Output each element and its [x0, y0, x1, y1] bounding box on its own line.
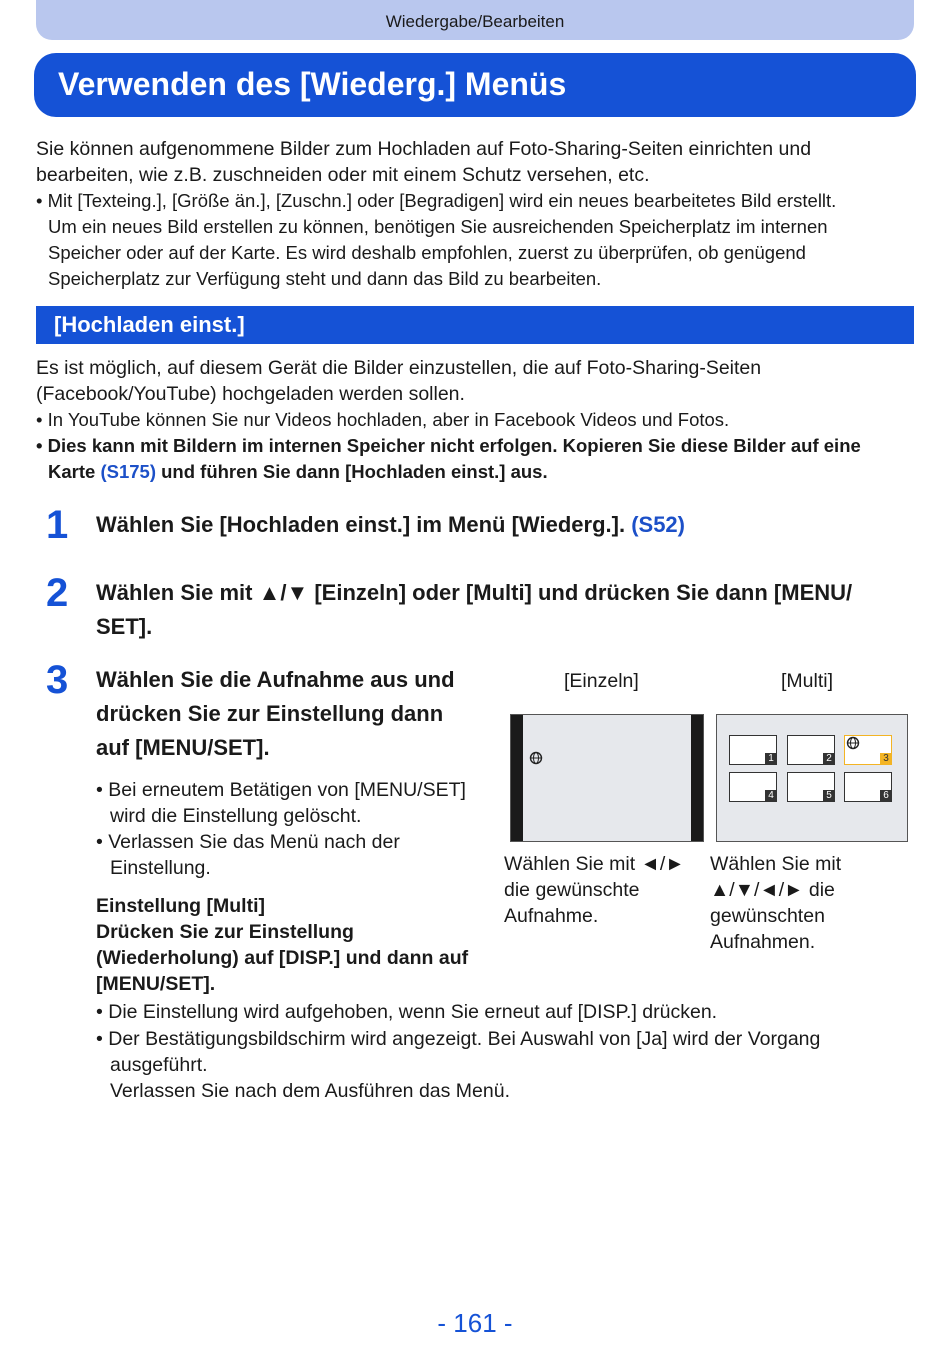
multi-setting-line-4: [MENU/SET].: [96, 973, 216, 995]
upload-globe-icon: [529, 751, 543, 765]
multi-setting-bullet-2-line-1: • Der Bestätigungsbildschirm wird angezeigt. Bei Auswahl von [Ja] wird der Vorgang: [96, 1028, 821, 1050]
intro-bullet-line-1: • Mit [Texteing.], [Größe än.], [Zuschn.] oder [Begradigen] wird ein neues bearbeitetes Bild erstellt.: [36, 190, 837, 211]
thumbnail-number: 2: [823, 753, 835, 765]
section-tab-header: [36, 0, 914, 40]
step-2-line-2: SET].: [96, 614, 153, 639]
step-2-number: 2: [46, 571, 69, 615]
intro-bullet-line-3: Speicher oder auf der Karte. Es wird deshalb empfohlen, zuerst zu überprüfen, ob genügend: [48, 242, 806, 263]
section-bullet-2-text-b: und führen Sie dann [Hochladen einst.] aus.: [155, 461, 548, 482]
multi-setting-heading: Einstellung [Multi]: [96, 895, 265, 917]
thumbnail-number: 6: [880, 790, 892, 802]
step-3-note-2-line-1: • Verlassen Sie das Menü nach der: [96, 831, 400, 853]
step-3-number: 3: [46, 658, 69, 702]
upload-globe-icon: [846, 736, 860, 750]
single-caption-line-1: Wählen Sie mit ◄/►: [504, 853, 685, 875]
step-3-line-3: auf [MENU/SET].: [96, 735, 270, 760]
section-line-1: Es ist möglich, auf diesem Gerät die Bilder einzustellen, die auf Foto-Sharing-Seiten: [36, 357, 762, 379]
multi-screen: [716, 714, 908, 842]
step-3-note-1-line-1: • Bei erneutem Betätigen von [MENU/SET]: [96, 779, 466, 801]
step-2-line-1: Wählen Sie mit ▲/▼ [Einzeln] oder [Multi] und drücken Sie dann [MENU/: [96, 580, 853, 605]
multi-caption-line-4: Aufnahmen.: [710, 931, 816, 953]
step-1-text: [96, 508, 685, 542]
step-3-line-2: drücken Sie zur Einstellung dann: [96, 701, 444, 726]
multi-setting-bullet-1: • Die Einstellung wird aufgehoben, wenn Sie erneut auf [DISP.] drücken.: [96, 1001, 718, 1023]
section-bullet-2-line-1: • Dies kann mit Bildern im internen Speicher nicht erfolgen. Kopieren Sie diese Bilder auf eine: [36, 435, 861, 456]
single-screen: [510, 714, 704, 842]
page-title: Verwenden des [Wiederg.] Menüs: [58, 66, 567, 102]
link-s175[interactable]: (S175): [100, 461, 156, 482]
thumbnail-1[interactable]: [729, 735, 777, 765]
section-title: [Hochladen einst.]: [54, 312, 245, 337]
step-3-line-1: Wählen Sie die Aufnahme aus und: [96, 667, 455, 692]
section-tab-label: Wiedergabe/Bearbeiten: [385, 12, 565, 31]
section-bullet-2-text-a: Karte: [48, 461, 101, 482]
intro-bullet-line-2: Um ein neues Bild erstellen zu können, benötigen Sie ausreichenden Speicherplatz im internen: [48, 216, 828, 237]
intro-line-1: Sie können aufgenommene Bilder zum Hochladen auf Foto-Sharing-Seiten einrichten und: [36, 138, 812, 160]
single-screen-left-bar: [511, 715, 523, 841]
link-s52[interactable]: (S52): [625, 512, 685, 537]
single-caption-line-3: Aufnahme.: [504, 905, 599, 927]
section-bullet-1: • In YouTube können Sie nur Videos hochladen, aber in Facebook Videos und Fotos.: [36, 409, 730, 430]
thumbnail-number: 3: [880, 753, 892, 765]
thumbnail-number: 1: [765, 753, 777, 765]
multi-caption-line-1: Wählen Sie mit: [710, 853, 842, 875]
thumbnail-number: 5: [823, 790, 835, 802]
thumbnail-4[interactable]: [729, 772, 777, 802]
multi-setting-bullet-2-line-3: Verlassen Sie nach dem Ausführen das Menü.: [110, 1080, 510, 1102]
section-line-2: (Facebook/YouTube) hochgeladen werden sollen.: [36, 383, 465, 405]
intro-bullet-line-4: Speicherplatz zur Verfügung steht und dann das Bild zu bearbeiten.: [48, 268, 602, 289]
figure-multi-label: [Multi]: [781, 670, 834, 692]
step-3-note-2-line-2: Einstellung.: [110, 857, 211, 879]
multi-setting-line-3: (Wiederholung) auf [DISP.] und dann auf: [96, 947, 469, 969]
thumbnail-2[interactable]: [787, 735, 835, 765]
figure-single-label: [Einzeln]: [564, 670, 639, 692]
multi-setting-line-2: Drücken Sie zur Einstellung: [96, 921, 354, 943]
multi-caption-line-2: ▲/▼/◄/► die: [710, 879, 835, 901]
intro-line-2: bearbeiten, wie z.B. zuschneiden oder mit einem Schutz versehen, etc.: [36, 164, 650, 186]
page-number: - 161 -: [437, 1308, 513, 1338]
section-bullet-2-line-2: [48, 459, 548, 485]
thumbnail-6[interactable]: [844, 772, 892, 802]
multi-setting-bullet-2-line-2: ausgeführt.: [110, 1054, 208, 1076]
thumbnail-number: 4: [765, 790, 777, 802]
single-screen-right-bar: [691, 715, 703, 841]
single-caption-line-2: die gewünschte: [504, 879, 640, 901]
step-1-number: 1: [46, 503, 69, 547]
step-1-label: Wählen Sie [Hochladen einst.] im Menü [Wiederg.].: [96, 512, 626, 537]
step-3-note-1-line-2: wird die Einstellung gelöscht.: [110, 805, 362, 827]
multi-caption-line-3: gewünschten: [710, 905, 825, 927]
thumbnail-3-selected[interactable]: [844, 735, 892, 765]
thumbnail-5[interactable]: [787, 772, 835, 802]
